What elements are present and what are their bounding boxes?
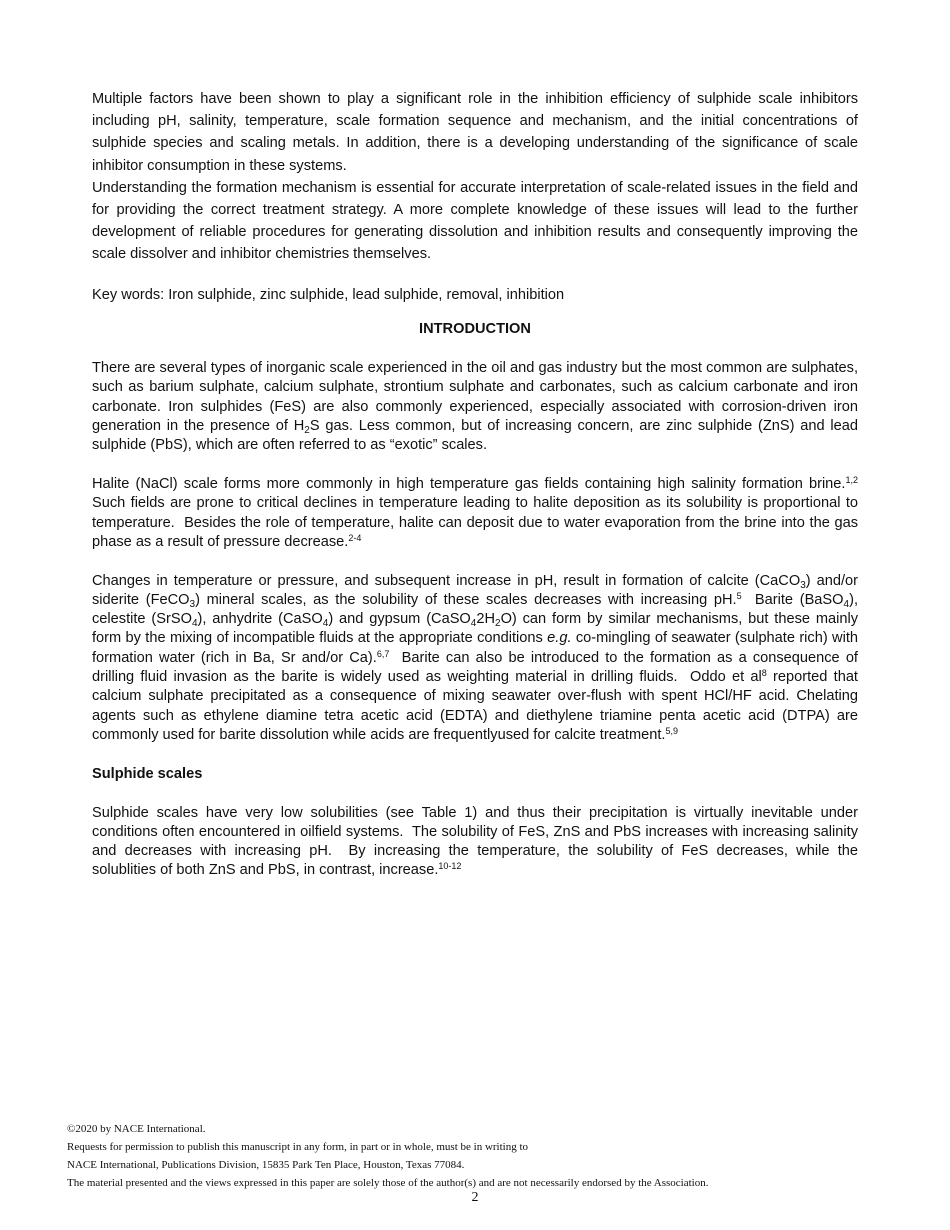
abstract-section (92, 88, 858, 266)
copyright-footer (67, 1120, 883, 1192)
intro-paragraph-2: Halite (NaCl) scale forms more commonly in high temperature gas fields containing high salinity formation brine.$^{1,2}$ Such fields are prone to critical declines in temperature leading to halite deposition as its solubility is proportional to temperature. Besides the role of temperature, halite can deposit due to water evaporation from the brine into the gas phase as a result of pressure decrease.$^{2-4}$ (92, 474, 867, 550)
footer-disclaimer: The material presented and the views expressed in this paper are solely those of the author(s) and are not necessarily endorsed by the Association. (67, 1177, 709, 1189)
citation-ref: 2-4 (348, 532, 362, 543)
page-body (92, 88, 867, 881)
introduction-heading: INTRODUCTION (419, 320, 531, 337)
subscript: 2 (495, 618, 501, 630)
citation-ref: 6,7 (376, 648, 390, 659)
subscript: 4 (470, 618, 477, 630)
subscript: 4 (191, 618, 198, 630)
subscript: 4 (843, 598, 850, 610)
citation-ref: 8 (761, 668, 767, 679)
citation-ref: 10-12 (438, 861, 462, 872)
sulphide-paragraph-1: Sulphide scales have very low solubilities (see Table 1) and thus their precipitation is virtually inevitable under conditions often encountered in oilfield systems. The solubility of FeS, ZnS and PbS increases with increasing salinity and decreases with increasing pH. By increasing the temperature, the solubility of FeS decreases, while the solublities of both ZnS and PbS, in contrast, increase.$^{10-12}$ (92, 804, 863, 879)
subscript: 3 (800, 579, 806, 591)
page-number: 2 (471, 1190, 479, 1205)
citation-ref: 5 (736, 590, 742, 601)
emphasis: e.g. (547, 630, 572, 647)
subscript: 4 (322, 618, 329, 630)
footer-permission: Requests for permission to publish this manuscript in any form, in part or in whole, must be in writing to (67, 1141, 529, 1153)
keywords: Key words: Iron sulphide, zinc sulphide, lead sulphide, removal, inhibition (92, 286, 565, 303)
abstract-paragraph-1: Multiple factors have been shown to play a significant role in the inhibition efficiency of sulphide scale inhibitors including pH, salinity, temperature, scale formation sequence and mechanism, and the initial concentrations of sulphide species and scaling metals. In addition, there is a developing understanding of the significance of scale inhibitor consumption in these systems. (92, 91, 858, 174)
footer-copyright: ©2020 by NACE International. (67, 1123, 206, 1135)
intro-paragraph-3: Changes in temperature or pressure, and subsequent increase in pH, result in formation of calcite (CaCO$_3$) and/or siderite (FeCO$_3$) mineral scales, as the solubility of these scales decreases with increasing pH.$^5$ Barite (BaSO$_4$), celestite (SrSO$_4$), anhydrite (CaSO$_4$) and gypsum $(CaSO_42H_2O)$ can form by similar mechanisms, but these mainly form by the mixing of incompatible fluids at the appropriate conditions e.g. co-mingling of seawater (sulphate rich) with formation water (rich in Ba, Sr and/or Ca).$^{6,7}$ Barite can also be introduced to the formation as a consequence of drilling fluid invasion as the barite is widely used as weighting material in drilling fluids. Oddo et $al^8$ reported that calcium sulphate precipitated as a consequence of mixing seawater over-flush with spent HCl/HF acid. Chelating agents such as ethylene diamine tetra acetic acid (EDTA) and diethylene triamine penta acetic acid (DTPA) are commonly used for barite dissolution while acids are frequentlyused for calcite treatment.$^{5,9}$ (92, 572, 863, 743)
citation-ref: 1,2 (845, 474, 858, 485)
subscript: 3 (189, 598, 196, 610)
citation-ref: 5,9 (665, 725, 679, 736)
sulphide-scales-heading: Sulphide scales (92, 765, 203, 782)
subscript: 2 (304, 424, 310, 436)
abstract-paragraph-2: Understanding the formation mechanism is essential for accurate interpretation of scale-related issues in the field and for providing the correct treatment strategy. A more complete knowledge of these issues will lead to the further development of reliable procedures for generating dissolution and inhibition results and consequently improving the scale dissolver and inhibitor chemistries themselves. (92, 179, 858, 263)
intro-paragraph-1: There are several types of inorganic scale experienced in the oil and gas industry but the most common are sulphates, such as barium sulphate, calcium sulphate, strontium sulphate and carbonates, such as calcium carbonate and iron carbonate. Iron sulphides (FeS) are also commonly experienced, especially associated with corrosion-driven iron generation in the presence of $H_2S$ gas. Less common, but of increasing concern, are zinc sulphide (ZnS) and lead sulphide (PbS), which are often referred to as “exotic” scales. (92, 359, 859, 454)
footer-address: NACE International, Publications Division, 15835 Park Ten Place, Houston, Texas 77084. (67, 1159, 465, 1171)
